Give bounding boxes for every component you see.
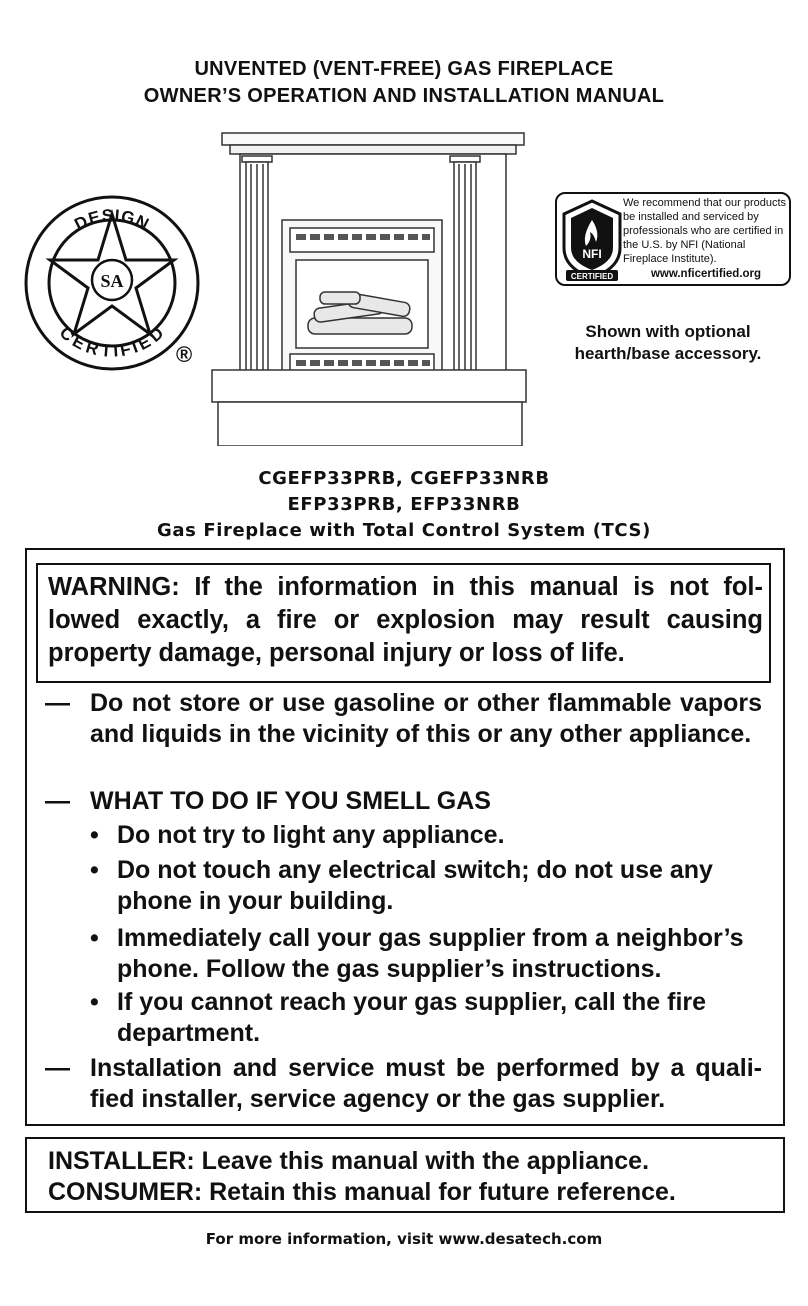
- illustration-caption-2: hearth/base accessory.: [574, 344, 762, 363]
- registered-mark: ®: [176, 342, 193, 367]
- dash-marker: —: [45, 787, 70, 815]
- models-line-2: EFP33PRB, EFP33NRB: [287, 494, 521, 515]
- illustration-caption-1: Shown with optional: [585, 322, 751, 341]
- nfi-url: www.nficertified.org: [650, 268, 762, 280]
- svg-text:CERTIFIED: CERTIFIED: [570, 272, 614, 281]
- product-description: Gas Fireplace with Total Control System (TCS): [157, 520, 651, 541]
- title-line-2: OWNER’S OPERATION AND INSTALLATION MANUAL: [143, 85, 665, 107]
- fireplace-illustration-icon: [210, 128, 540, 446]
- nfi-certified-badge-icon: [560, 198, 624, 282]
- consumer-note: CONSUMER: Retain this manual for future reference.: [48, 1178, 676, 1206]
- dash-marker: —: [45, 689, 70, 717]
- bullet-item: If you cannot reach your gas supplier, call the fire department.: [117, 988, 707, 1047]
- seal-bottom-text: CERTIFIED: [55, 322, 169, 361]
- bullet-item: Immediately call your gas supplier from a neighbor’s phone. Follow the gas supplier’s instructions.: [117, 924, 744, 983]
- footer-link-text: For more information, visit www.desatech.com: [205, 1230, 603, 1248]
- warning-item-flammables: Do not store or use gasoline or other flammable vapors and liquids in the vicinity of this or any other appliance.: [90, 689, 762, 748]
- warning-headline: WARNING: If the information in this manual is not fol-lowed exactly, a fire or explosion may result causing property damage, personal injury or loss of life.: [48, 573, 763, 667]
- bullet-item: Do not try to light any appliance.: [117, 821, 505, 849]
- svg-text:NFI: NFI: [582, 247, 602, 261]
- seal-top-text: DESIGN: [71, 205, 153, 235]
- svg-text:SA: SA: [100, 271, 124, 291]
- models-line-1: CGEFP33PRB, CGEFP33NRB: [258, 468, 550, 489]
- bullet-marker: •: [90, 924, 99, 952]
- bullet-marker: •: [90, 856, 99, 884]
- nfi-recommendation: We recommend that our products be installed and serviced by professionals who are certified in the U.S. by NFI (National Fireplace Institute).: [623, 197, 787, 265]
- svg-text:CERTIFIED: [56, 323, 168, 361]
- installer-note: INSTALLER: Leave this manual with the appliance.: [48, 1147, 650, 1175]
- bullet-marker: •: [90, 821, 99, 849]
- bullet-item: Do not touch any electrical switch; do not use any phone in your building.: [117, 856, 713, 915]
- title-line-1: UNVENTED (VENT-FREE) GAS FIREPLACE: [194, 58, 614, 80]
- dash-marker: —: [45, 1054, 70, 1082]
- warning-item-smell-gas: WHAT TO DO IF YOU SMELL GAS: [90, 787, 491, 815]
- warning-item-installation: Installation and service must be performed by a quali-fied installer, service agency or the gas supplier.: [90, 1054, 762, 1113]
- bullet-marker: •: [90, 988, 99, 1016]
